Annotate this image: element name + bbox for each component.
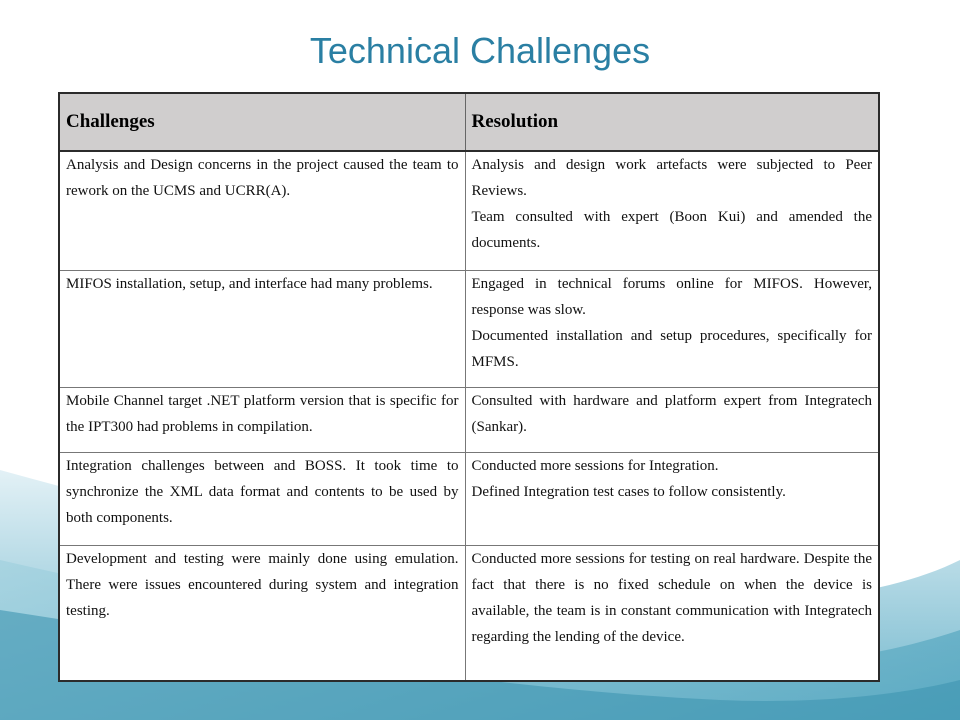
challenge-cell	[59, 388, 465, 453]
header-resolution: Resolution	[465, 93, 879, 151]
challenge-cell	[59, 453, 465, 546]
table-row	[59, 271, 879, 388]
challenge-text: MIFOS installation, setup, and interface had many problems.	[66, 276, 433, 292]
resolution-cell	[465, 453, 879, 546]
resolution-cell	[465, 546, 879, 682]
resolution-cell	[465, 271, 879, 388]
table-row	[59, 388, 879, 453]
resolution-text: Conducted more sessions for Integration.	[471, 458, 719, 474]
resolution-text: Analysis and design work artefacts were subjected to Peer Reviews.	[471, 157, 872, 199]
challenge-text: Development and testing were mainly done using emulation. There were issues encountered during system and integration testing.	[66, 551, 459, 619]
resolution-cell	[465, 388, 879, 453]
table-row	[59, 453, 879, 546]
table-row	[59, 151, 879, 271]
challenge-cell	[59, 151, 465, 271]
resolution-text: Team consulted with expert (Boon Kui) and amended the documents.	[471, 209, 872, 251]
slide-title: Technical Challenges	[309, 30, 651, 71]
resolution-text: Conducted more sessions for testing on real hardware. Despite the fact that there is no fixed schedule on when the device is available, the team is in constant communication with Integratech regarding the lending of the device.	[471, 551, 872, 645]
challenge-text: Mobile Channel target .NET platform version that is specific for the IPT300 had problems in compilation.	[66, 393, 459, 435]
challenges-table	[58, 92, 880, 682]
table-row	[59, 546, 879, 682]
challenge-cell	[59, 546, 465, 682]
resolution-text: Documented installation and setup procedures, specifically for MFMS.	[471, 328, 872, 370]
resolution-text: Engaged in technical forums online for MIFOS. However, response was slow.	[471, 276, 872, 318]
table-header-row	[59, 93, 879, 151]
resolution-cell	[465, 151, 879, 271]
resolution-text: Consulted with hardware and platform expert from Integratech (Sankar).	[471, 393, 872, 435]
challenge-text: Integration challenges between and BOSS. It took time to synchronize the XML data format and contents to be used by both components.	[66, 458, 459, 526]
challenge-text: Analysis and Design concerns in the project caused the team to rework on the UCMS and UCRR(A).	[66, 157, 459, 199]
resolution-text: Defined Integration test cases to follow consistently.	[471, 484, 786, 500]
challenge-cell	[59, 271, 465, 388]
header-challenges: Challenges	[59, 93, 465, 151]
